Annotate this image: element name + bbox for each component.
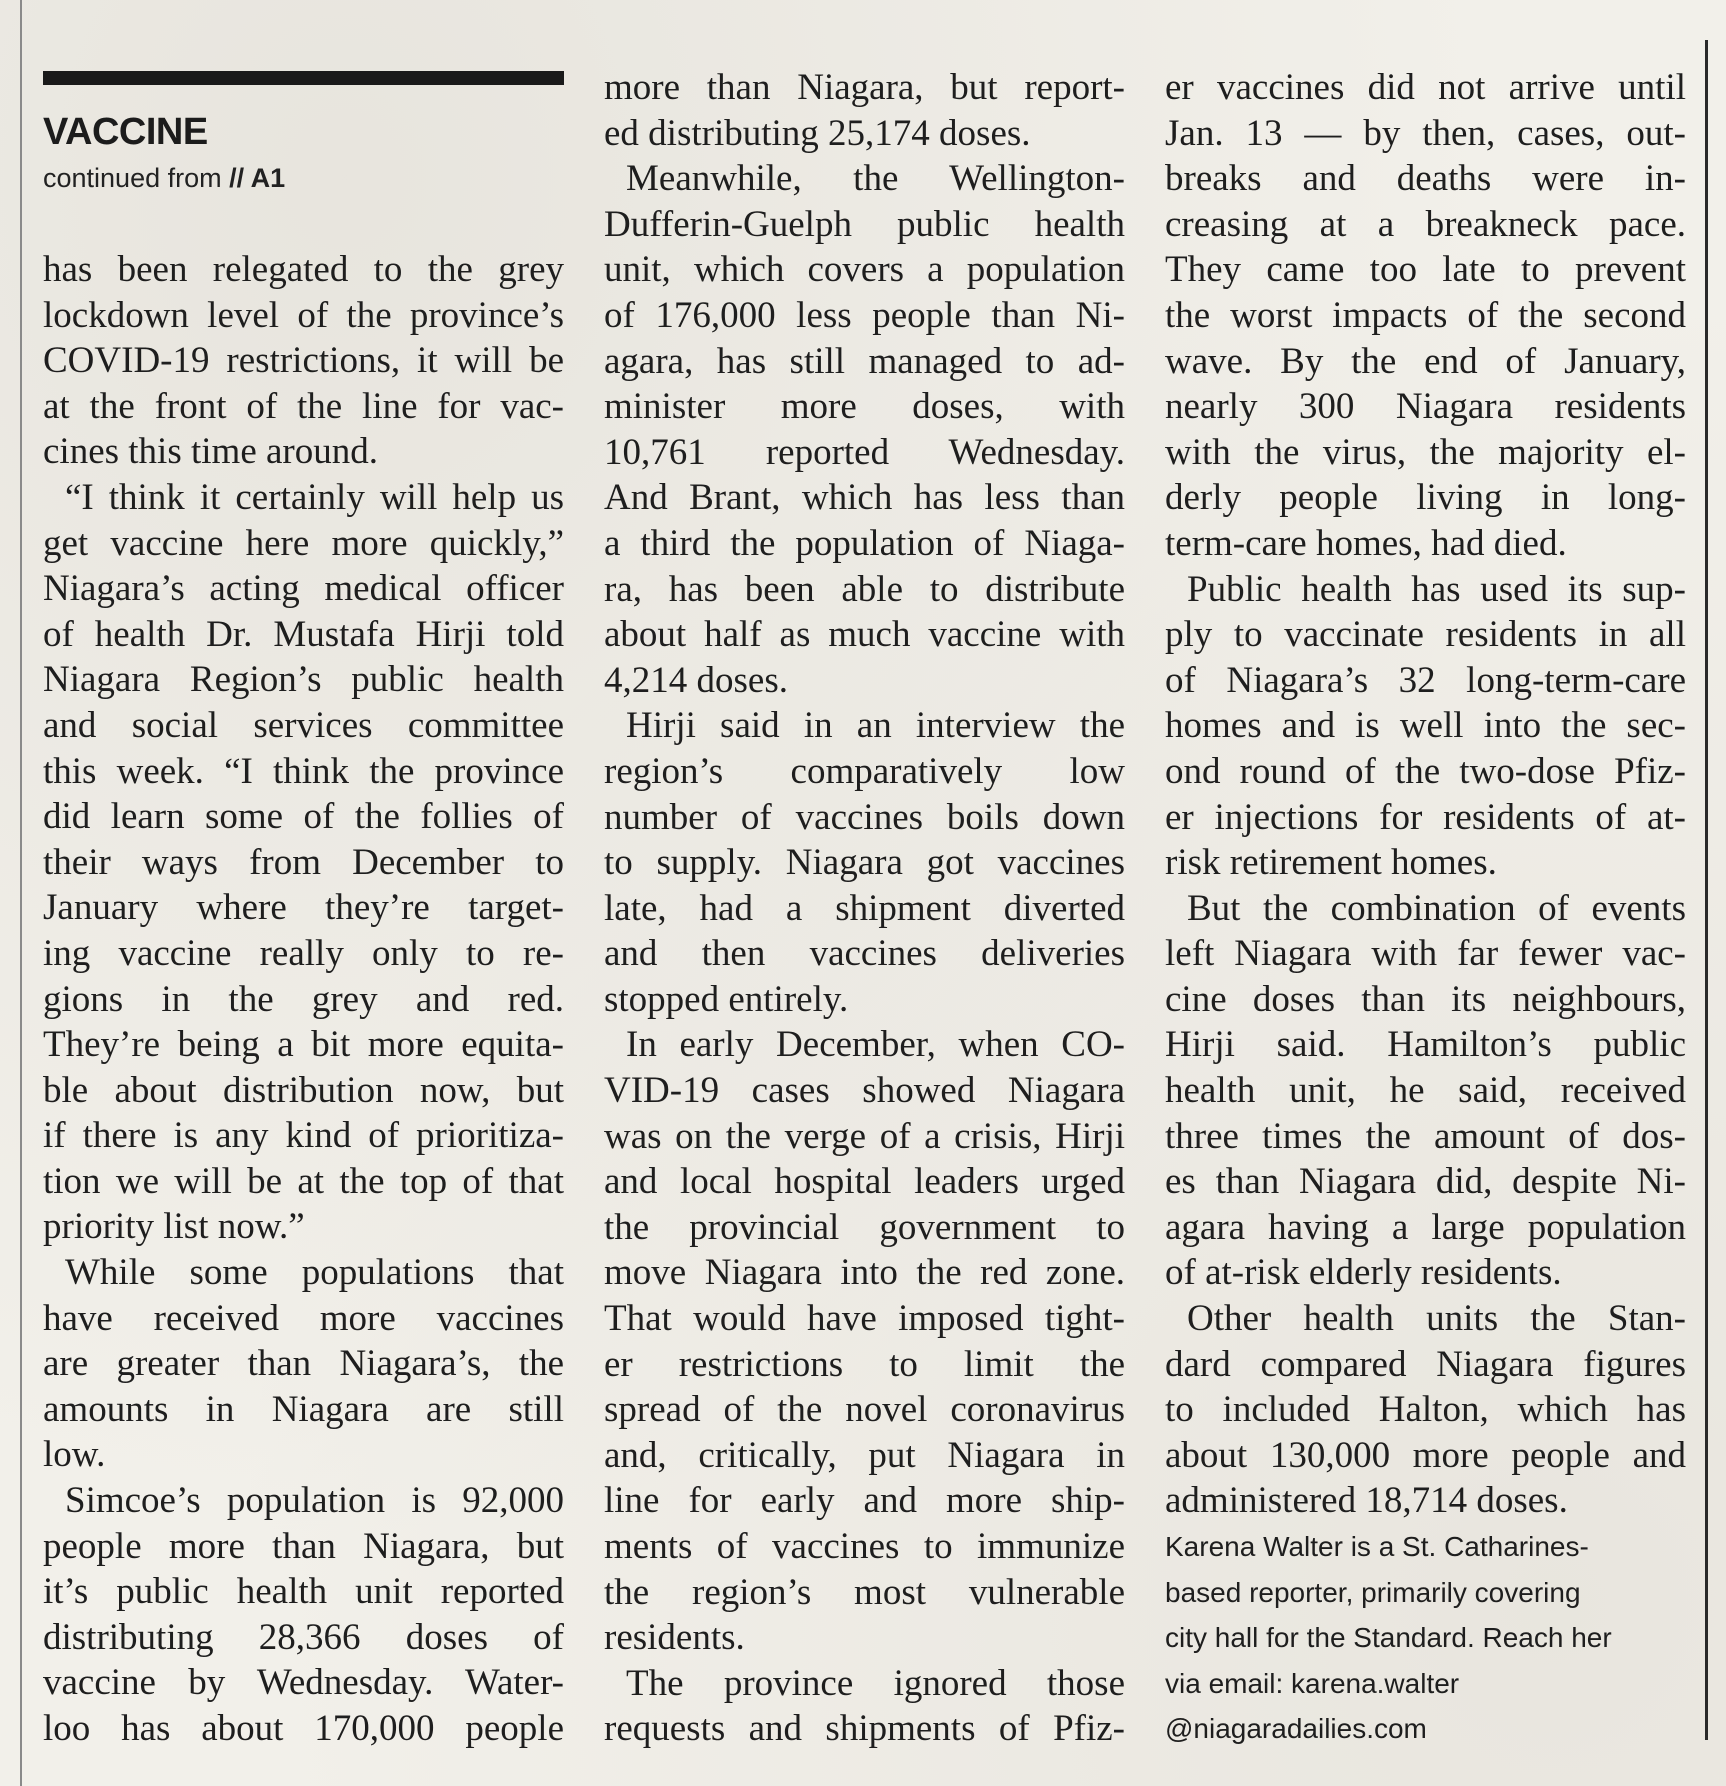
author-bio-line: city hall for the Standard. Reach her [1165, 1622, 1612, 1654]
article-text-line: Hirji said. Hamilton’s public [1165, 1024, 1686, 1066]
article-text-line: ra, has been able to distribute [604, 568, 1125, 610]
article-text-line: The province ignored those [626, 1662, 1125, 1704]
article-text-line: ed distributing 25,174 doses. [604, 112, 1031, 154]
article-text-line: er injections for residents of at- [1165, 796, 1686, 838]
article-text-line: ond round of the two-dose Pfiz- [1165, 750, 1686, 792]
article-text-line: Meanwhile, the Wellington- [626, 158, 1125, 200]
article-text-line: Jan. 13 — by then, cases, out- [1165, 112, 1686, 154]
article-text-line: requests and shipments of Pfiz- [604, 1708, 1125, 1750]
page-edge-line [20, 0, 22, 1786]
article-text-line: er restrictions to limit the [604, 1343, 1125, 1385]
article-text-line: minister more doses, with [604, 386, 1125, 428]
article-text-line: their ways from December to [43, 841, 564, 883]
article-text-line: the provincial government to [604, 1206, 1125, 1248]
article-text-line: loo has about 170,000 people [43, 1708, 564, 1749]
continued-page-ref: // A1 [229, 163, 286, 193]
article-text-line: of at-risk elderly residents. [1165, 1252, 1562, 1294]
article-text-line: at the front of the line for vac- [43, 385, 564, 427]
article-text-line: of health Dr. Mustafa Hirji told [43, 613, 564, 655]
article-text-line: has been relegated to the grey [43, 249, 564, 290]
continued-from [43, 163, 285, 194]
article-text-line: homes and is well into the sec- [1165, 705, 1686, 747]
article-text-line: spread of the novel coronavirus [604, 1389, 1125, 1431]
article-text-line: get vaccine here more quickly,” [43, 522, 564, 564]
article-text-line: three times the amount of dos- [1165, 1115, 1686, 1157]
section-rule [43, 71, 564, 85]
article-text-line: a third the population of Niaga- [604, 522, 1125, 564]
article-text-line: are greater than Niagara’s, the [43, 1343, 564, 1385]
article-text-line: Other health units the Stan- [1187, 1298, 1686, 1340]
article-text-line: with the virus, the majority el- [1165, 431, 1686, 473]
article-text-line: agara, has still managed to ad- [604, 340, 1125, 382]
article-text-line: wave. By the end of January, [1165, 340, 1686, 382]
article-text-line: es than Niagara did, despite Ni- [1165, 1161, 1686, 1203]
author-bio-line: Karena Walter is a St. Catharines- [1165, 1531, 1589, 1562]
section-kicker: VACCINE [43, 111, 208, 153]
article-text-line: residents. [604, 1617, 745, 1659]
article-text-line: They’re being a bit more equita- [43, 1024, 564, 1066]
article-text-line: cine doses than its neighbours, [1165, 978, 1686, 1020]
article-text-line: about 130,000 more people and [1165, 1434, 1686, 1476]
article-text-line: Hirji said in an interview the [626, 705, 1125, 747]
article-text-line: But the combination of events [1187, 887, 1686, 929]
article-text-line: it’s public health unit reported [43, 1571, 564, 1613]
article-text-line: distributing 28,366 doses of [43, 1616, 564, 1658]
article-text-line: dard compared Niagara figures [1165, 1343, 1686, 1385]
article-text-line: While some populations that [65, 1252, 564, 1294]
article-text-line: this week. “I think the province [43, 750, 564, 792]
article-text-line: Niagara Region’s public health [43, 659, 564, 701]
article-text-line: did learn some of the follies of [43, 796, 564, 838]
article-text-line: VID-19 cases showed Niagara [604, 1070, 1125, 1112]
article-text-line: about half as much vaccine with [604, 614, 1125, 656]
author-bio-line: via email: karena.walter [1165, 1667, 1460, 1699]
article-text-line: amounts in Niagara are still [43, 1388, 564, 1430]
article-text-line: administered 18,714 doses. [1165, 1480, 1568, 1522]
article-text-line: gions in the grey and red. [43, 978, 564, 1020]
article-text-line: low. [43, 1434, 106, 1476]
article-text-line: and, critically, put Niagara in [604, 1434, 1125, 1476]
article-text-line: derly people living in long- [1165, 477, 1686, 519]
article-text-line: COVID-19 restrictions, it will be [43, 340, 564, 382]
article-column-1 [43, 247, 564, 1752]
article-text-line: Niagara’s acting medical officer [43, 568, 564, 610]
article-text-line: number of vaccines boils down [604, 796, 1125, 838]
article-text-line: have received more vaccines [43, 1297, 564, 1339]
article-text-line: if there is any kind of prioritiza- [43, 1115, 564, 1157]
article-text-line: creasing at a breakneck pace. [1165, 203, 1686, 245]
article-text-line: and social services committee [43, 704, 564, 746]
article-text-line: And Brant, which has less than [604, 477, 1125, 519]
article-text-line: Dufferin-Guelph public health [604, 203, 1125, 245]
article-text-line: ing vaccine really only to re- [43, 932, 564, 974]
article-text-line: 10,761 reported Wednesday. [604, 431, 1125, 473]
article-text-line: Simcoe’s population is 92,000 [65, 1480, 564, 1522]
article-text-line: lockdown level of the province’s [43, 294, 564, 336]
article-text-line: priority list now.” [43, 1206, 305, 1248]
article-text-line: They came too late to prevent [1165, 249, 1686, 291]
article-text-line: more than Niagara, but report- [604, 67, 1125, 108]
article-text-line: line for early and more ship- [604, 1480, 1125, 1522]
article-text-line: left Niagara with far fewer vac- [1165, 933, 1686, 975]
article-text-line: 4,214 doses. [604, 659, 788, 701]
article-text-line: the worst impacts of the second [1165, 294, 1686, 336]
article-text-line: nearly 300 Niagara residents [1165, 386, 1686, 428]
article-text-line: to supply. Niagara got vaccines [604, 842, 1125, 884]
article-text-line: January where they’re target- [43, 887, 564, 929]
article-text-line: of 176,000 less people than Ni- [604, 294, 1125, 336]
article-text-line: to included Halton, which has [1165, 1389, 1686, 1431]
author-bio-line: @niagaradailies.com [1165, 1713, 1427, 1745]
article-text-line: ments of vaccines to immunize [604, 1526, 1125, 1567]
article-text-line: term-care homes, had died. [1165, 522, 1567, 564]
article-text-line: the region’s most vulnerable [604, 1571, 1125, 1613]
article-text-line: late, had a shipment diverted [604, 887, 1125, 929]
article-text-line: Public health has used its sup- [1187, 568, 1686, 610]
article-text-line: breaks and deaths were in- [1165, 158, 1686, 200]
article-text-line: risk retirement homes. [1165, 842, 1497, 884]
article-text-line: people more than Niagara, but [43, 1525, 564, 1567]
continued-label: continued from [43, 163, 222, 193]
article-text-line: and local hospital leaders urged [604, 1161, 1125, 1203]
article-text-line: ply to vaccinate residents in all [1165, 614, 1686, 656]
article-text-line: cines this time around. [43, 431, 378, 473]
article-text-line: move Niagara into the red zone. [604, 1252, 1125, 1294]
article-column-2 [604, 65, 1125, 1752]
article-text-line: That would have imposed tight- [604, 1298, 1125, 1340]
article-column-3 [1165, 65, 1686, 1752]
article-text-line: of Niagara’s 32 long-term-care [1165, 659, 1686, 701]
author-bio-line: based reporter, primarily covering [1165, 1576, 1581, 1608]
article-text-line: er vaccines did not arrive until [1165, 67, 1686, 108]
article-text-line: stopped entirely. [604, 978, 849, 1020]
article-text-line: vaccine by Wednesday. Water- [43, 1662, 564, 1704]
article-text-line: health unit, he said, received [1165, 1070, 1686, 1112]
article-text-line: region’s comparatively low [604, 750, 1125, 792]
column-border-line [1705, 40, 1708, 1740]
article-text-line: and then vaccines deliveries [604, 933, 1125, 975]
article-text-line: “I think it certainly will help us [65, 476, 564, 518]
article-text-line: tion we will be at the top of that [43, 1160, 564, 1202]
article-text-line: agara having a large population [1165, 1206, 1686, 1248]
article-text-line: ble about distribution now, but [43, 1069, 564, 1111]
article-text-line: was on the verge of a crisis, Hirji [604, 1115, 1125, 1157]
article-text-line: unit, which covers a population [604, 249, 1125, 291]
article-text-line: In early December, when CO- [626, 1024, 1125, 1066]
